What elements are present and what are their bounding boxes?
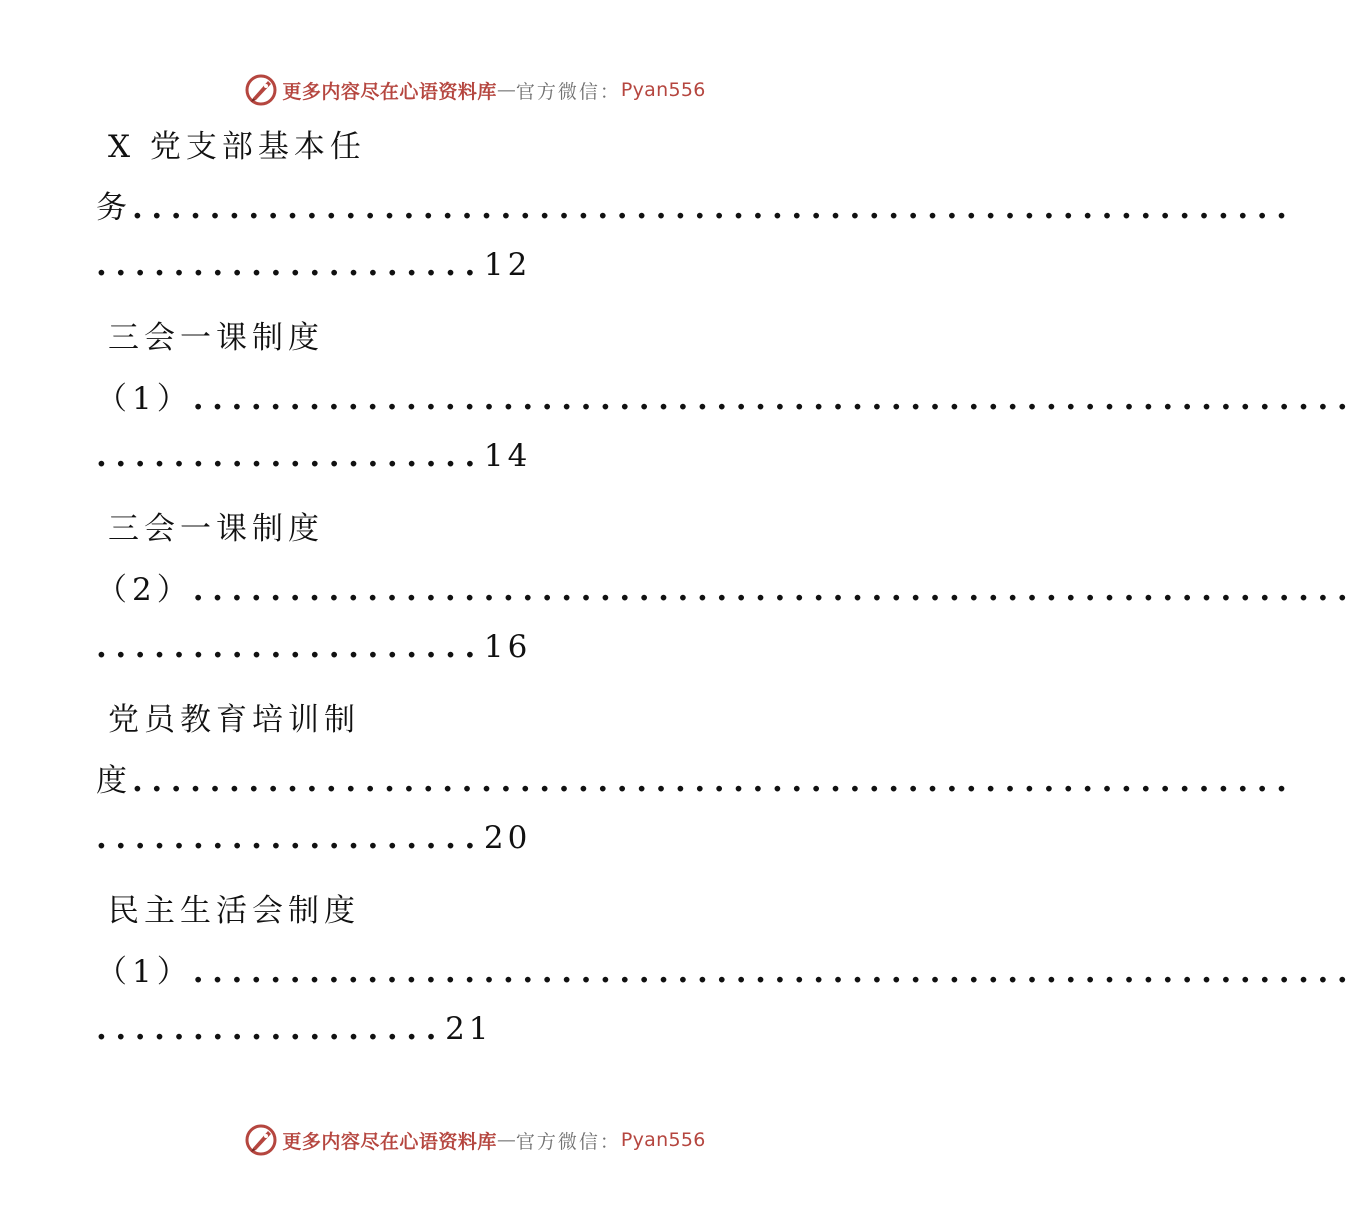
toc-entry-title[interactable]: 民主生活会制度 [108, 893, 360, 929]
dot-leader: .................... [96, 438, 484, 474]
toc-page-number: 16 [483, 629, 532, 665]
footer-banner [0, 1120, 950, 1160]
quill-pen-icon [244, 1123, 278, 1157]
dot-leader: ............................................................ [192, 954, 1356, 990]
dot-leader: .................... [96, 629, 484, 665]
banner-dash: — [496, 79, 516, 101]
dot-leader: ............................................................ [132, 190, 1296, 226]
banner-main-text: 更多内容尽在心语资料库 [282, 80, 497, 103]
dot-leader: ............................................................ [132, 763, 1296, 799]
toc-entry-continuation: 度 [96, 763, 132, 799]
banner-wechat-id: Pyan556 [620, 79, 706, 101]
dot-leader: ............................................................ [192, 381, 1356, 417]
toc-entry-page-line[interactable] [96, 818, 531, 858]
toc-entry-leader[interactable] [96, 952, 1356, 992]
toc-entry-title[interactable]: X 党支部基本任 [108, 129, 366, 165]
banner-wechat-id: Pyan556 [620, 1129, 706, 1151]
toc-entry-page-line[interactable] [96, 245, 531, 285]
toc-entry-leader[interactable] [96, 570, 1356, 610]
toc-entry-continuation: （1） [96, 381, 193, 417]
toc-entry-title[interactable]: 三会一课制度 [108, 511, 324, 547]
dot-leader: .................. [96, 1011, 446, 1047]
toc-page-number: 21 [445, 1011, 493, 1047]
dot-leader: .................... [96, 247, 484, 283]
banner-dash: — [496, 1129, 516, 1151]
toc-entry-title[interactable]: 三会一课制度 [108, 320, 324, 356]
toc-entry-page-line[interactable] [96, 627, 531, 667]
toc-entry-continuation: （2） [96, 572, 193, 608]
toc-entry-leader[interactable] [96, 379, 1356, 419]
toc-entry-page-line[interactable] [96, 1009, 493, 1049]
banner-main-text: 更多内容尽在心语资料库 [282, 1130, 497, 1153]
dot-leader: ............................................................ [192, 572, 1356, 608]
toc-entry-page-line[interactable] [96, 436, 531, 476]
toc-page-number: 20 [483, 820, 532, 856]
toc-entry-leader[interactable] [96, 761, 1296, 801]
toc-entry-title[interactable]: 党员教育培训制 [108, 702, 360, 738]
dot-leader: .................... [96, 820, 484, 856]
toc-page-number: 12 [483, 247, 532, 283]
toc-entry-continuation: 务 [96, 190, 132, 226]
toc-entry-continuation: （1） [96, 954, 193, 990]
toc-entry-leader[interactable] [96, 188, 1296, 228]
toc-page-number: 14 [483, 438, 532, 474]
banner-wechat-label: 官方微信： [515, 80, 621, 103]
banner-wechat-label: 官方微信： [515, 1130, 621, 1153]
